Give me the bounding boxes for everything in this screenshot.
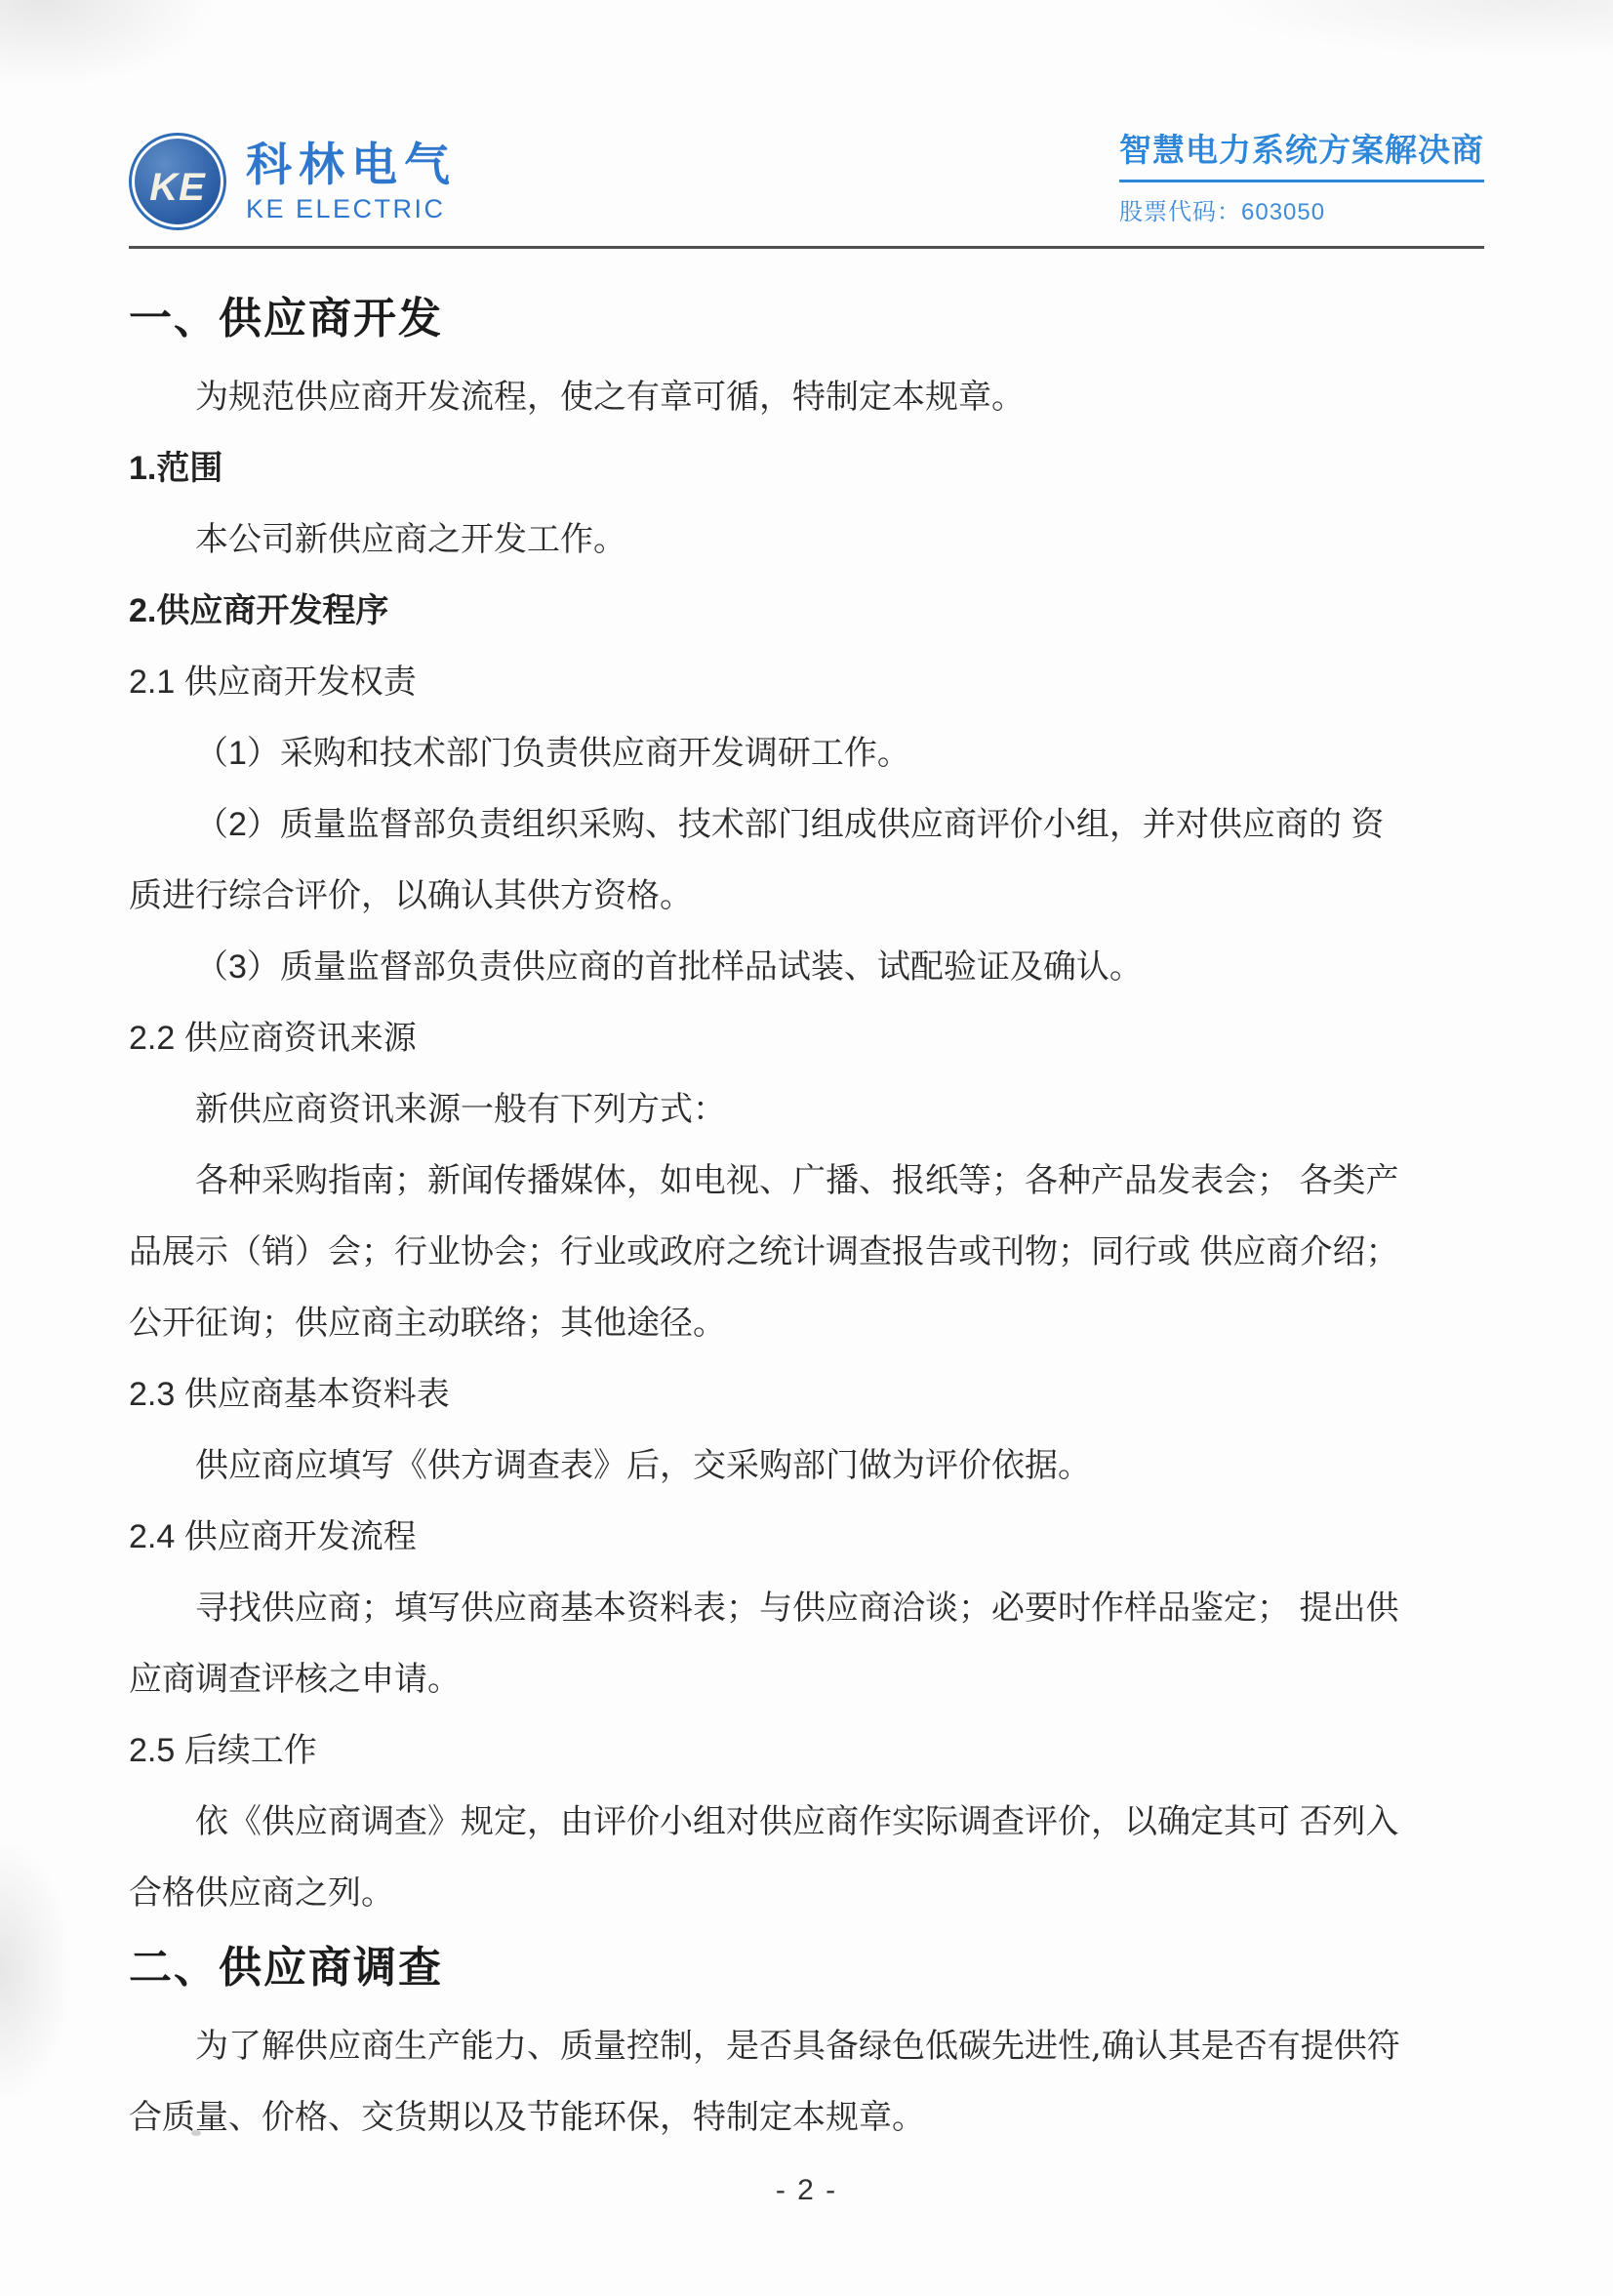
stock-code: 股票代码：603050 bbox=[1119, 199, 1326, 225]
clause-heading: 2.5 后续工作 bbox=[129, 1732, 317, 1769]
paragraph-line: 各种采购指南；新闻传播媒体，如电视、广播、报纸等；各种产品发表会； 各类产 bbox=[195, 1162, 1399, 1199]
section-heading: 一、供应商开发 bbox=[129, 295, 443, 342]
paragraph-line: （2）质量监督部负责组织采购、技术部门组成供应商评价小组，并对供应商的 资 bbox=[195, 806, 1385, 843]
paragraph-line: 质进行综合评价，以确认其供方资格。 bbox=[129, 877, 693, 914]
ke-logo-badge-icon bbox=[129, 133, 226, 230]
paragraph-line: 为了解供应商生产能力、质量控制，是否具备绿色低碳先进性,确认其是否有提供符 bbox=[195, 2027, 1400, 2066]
page-header bbox=[129, 0, 1484, 230]
paragraph-line: 公开征询；供应商主动联络；其他途径。 bbox=[129, 1305, 726, 1342]
slogan-underline bbox=[1119, 180, 1484, 182]
company-logo bbox=[129, 133, 457, 230]
ke-logo-disc bbox=[135, 139, 221, 224]
paragraph-line: 本公司新供应商之开发工作。 bbox=[195, 521, 626, 558]
paragraph-line: 新供应商资讯来源一般有下列方式： bbox=[195, 1091, 726, 1128]
document-body bbox=[129, 249, 1484, 2154]
subsection-heading: 1.范围 bbox=[129, 450, 223, 487]
clause-heading: 2.3 供应商基本资料表 bbox=[129, 1376, 450, 1413]
paragraph-line: 合格供应商之列。 bbox=[129, 1874, 394, 1912]
company-name-block bbox=[246, 141, 457, 222]
paragraph-line: 寻找供应商；填写供应商基本资料表；与供应商洽谈；必要时作样品鉴定； 提出供 bbox=[195, 1590, 1399, 1627]
paragraph-line: 品展示（销）会；行业协会；行业或政府之统计调查报告或刊物；同行或 供应商介绍； bbox=[129, 1233, 1399, 1270]
company-slogan: 智慧电力系统方案解决商 bbox=[1119, 132, 1484, 168]
page-number: - 2 - bbox=[775, 2174, 838, 2206]
company-name-english: KE ELECTRIC bbox=[246, 193, 446, 223]
company-name-chinese: 科林电气 bbox=[246, 139, 457, 191]
header-slogan-block bbox=[1119, 125, 1484, 226]
paragraph-line: 应商调查评核之申请。 bbox=[129, 1661, 461, 1698]
paragraph-line: （1）采购和技术部门负责供应商开发调研工作。 bbox=[195, 735, 910, 772]
ke-logo-letters: KE bbox=[149, 165, 206, 209]
paragraph-line: 依《供应商调查》规定，由评价小组对供应商作实际调查评价，以确定其可 否列入 bbox=[195, 1803, 1399, 1840]
paragraph-line: （3）质量监督部负责供应商的首批样品试装、试配验证及确认。 bbox=[195, 948, 1143, 986]
paragraph-line: 合质量、价格、交货期以及节能环保，特制定本规章。 bbox=[129, 2098, 925, 2137]
clause-heading: 2.4 供应商开发流程 bbox=[129, 1518, 417, 1555]
clause-heading: 2.2 供应商资讯来源 bbox=[129, 1020, 417, 1057]
paragraph-line: 为规范供应商开发流程，使之有章可循，特制定本规章。 bbox=[195, 379, 1025, 416]
subsection-heading: 2.供应商开发程序 bbox=[129, 592, 389, 629]
section-heading: 二、供应商调查 bbox=[129, 1944, 443, 1992]
paragraph-line: 供应商应填写《供方调查表》后，交采购部门做为评价依据。 bbox=[195, 1447, 1091, 1484]
clause-heading: 2.1 供应商开发权责 bbox=[129, 664, 417, 701]
